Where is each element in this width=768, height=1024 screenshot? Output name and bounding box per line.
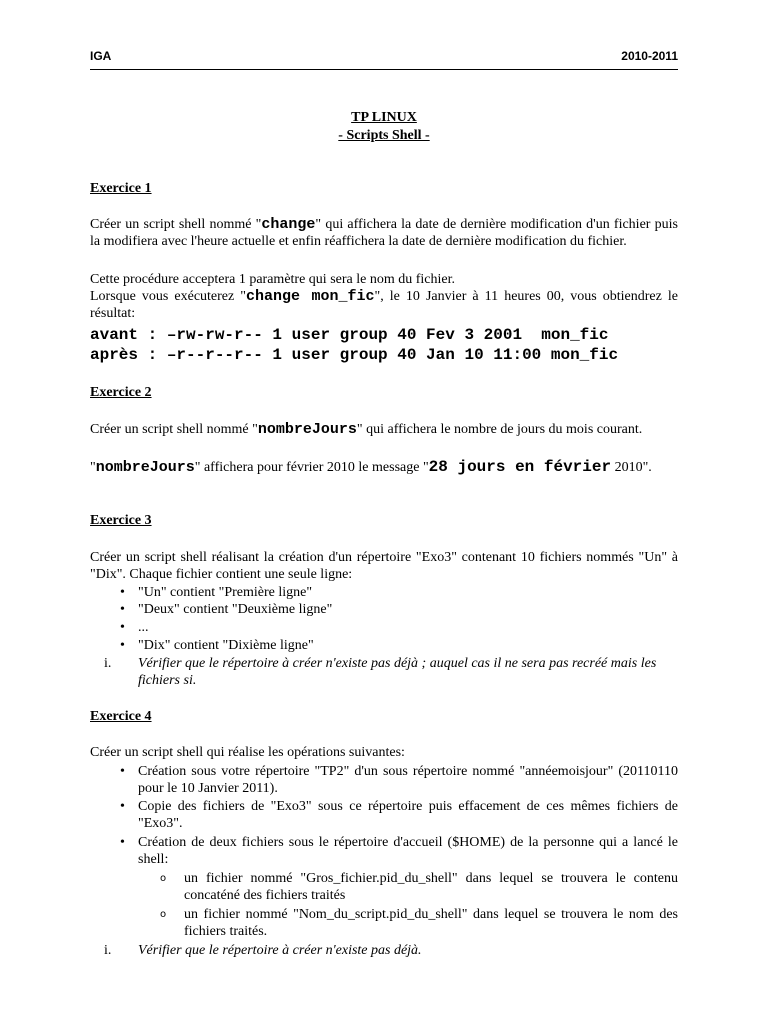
bullet-dot: • <box>120 835 125 850</box>
ex3-bullet-3: ... <box>138 620 149 635</box>
ex3-roman-marker: i. <box>104 656 112 671</box>
ex2-p1-code: nombreJours <box>257 421 357 438</box>
ex2-p2-text-b: " affichera pour février 2010 le message " <box>194 460 429 475</box>
sub-bullet-circle: o <box>160 873 167 884</box>
ex4-sub-bullet-2: un fichier nommé "Nom_du_script.pid_du_shell" dans lequel se trouvera le nom des fichiers traités. <box>184 907 678 939</box>
ex4-note: Vérifier que le répertoire à créer n'existe pas déjà. <box>138 943 422 958</box>
ex4-roman-marker: i. <box>104 943 112 958</box>
sub-bullet-circle: o <box>160 909 167 920</box>
ex1-paragraph-1 <box>90 216 678 250</box>
ex1-paragraph-3 <box>90 288 678 322</box>
ex2-paragraph-1 <box>90 421 678 438</box>
ex2-paragraph-2 <box>90 457 678 478</box>
ex3-bullet-4: "Dix" contient "Dixième ligne" <box>138 638 314 653</box>
page-header <box>90 49 678 70</box>
ex1-code-line-2: après : –r--r--r-- 1 user group 40 Jan 10 11:00 mon_fic <box>90 346 619 364</box>
ex4-heading: Exercice 4 <box>90 709 152 724</box>
ex1-code-line-1: avant : –rw-rw-r-- 1 user group 40 Fev 3 2001 mon_fic <box>90 326 609 344</box>
ex1-p1-code: change <box>261 216 316 233</box>
ex1-p1-text-a: Créer un script shell nommé " <box>90 217 262 232</box>
doc-subtitle: - Scripts Shell - <box>338 128 430 143</box>
header-right: 2010-2011 <box>621 49 678 63</box>
ex2-p2-code-2: 28 jours en février <box>428 458 612 476</box>
ex1-p3-text-a: Lorsque vous exécuterez " <box>90 289 246 304</box>
ex3-heading: Exercice 3 <box>90 513 152 528</box>
ex2-heading: Exercice 2 <box>90 385 152 400</box>
ex4-bullet-1: Création sous votre répertoire "TP2" d'un sous répertoire nommé "annéemoisjour" (20110110 pour le 10 Janvier 2011). <box>138 764 678 796</box>
ex2-p2-text-a: " <box>90 460 96 475</box>
ex1-paragraph-2: Cette procédure acceptera 1 paramètre qui sera le nom du fichier. <box>90 272 455 287</box>
bullet-dot: • <box>120 620 125 635</box>
ex4-bullet-2: Copie des fichiers de "Exo3" sous ce répertoire puis effacement de ces mêmes fichiers de "Exo3". <box>138 799 678 831</box>
bullet-dot: • <box>120 799 125 814</box>
ex3-paragraph-1: Créer un script shell réalisant la création d'un répertoire "Exo3" contenant 10 fichiers nommés "Un" à "Dix". Chaque fichier contient une seule ligne: <box>90 550 678 582</box>
ex4-sub-bullet-1: un fichier nommé "Gros_fichier.pid_du_shell" dans lequel se trouvera le contenu concaténé des fichiers traités <box>184 871 678 903</box>
ex2-p2-code-1: nombreJours <box>95 459 195 476</box>
ex1-p3-text-b: ", le 10 Janvier à 11 heures 00, vous obtiendrez le résultat: <box>90 289 678 321</box>
bullet-dot: • <box>120 602 125 617</box>
bullet-dot: • <box>120 585 125 600</box>
ex4-bullet-3: Création de deux fichiers sous le répertoire d'accueil ($HOME) de la personne qui a lancé le shell: <box>138 835 678 867</box>
ex1-heading: Exercice 1 <box>90 181 152 196</box>
ex3-bullet-2: "Deux" contient "Deuxième ligne" <box>138 602 333 617</box>
ex3-note: Vérifier que le répertoire à créer n'existe pas déjà ; auquel cas il ne sera pas recréé mais les fichiers si. <box>138 656 657 688</box>
bullet-dot: • <box>120 764 125 779</box>
doc-title: TP LINUX <box>351 110 417 125</box>
ex1-p1-text-b: " qui affichera la date de dernière modification d'un fichier puis la modifiera avec l'heure actuelle et enfin réaffichera la date de dernière modification du fichier. <box>90 217 678 249</box>
bullet-dot: • <box>120 638 125 653</box>
ex2-p1-text-a: Créer un script shell nommé " <box>90 422 258 437</box>
ex3-bullet-1: "Un" contient "Première ligne" <box>138 585 313 600</box>
header-left: IGA <box>90 49 112 63</box>
ex2-p1-text-b: " qui affichera le nombre de jours du mois courant. <box>356 422 643 437</box>
ex1-p3-code: change mon_fic <box>245 288 375 305</box>
ex2-p2-text-c: 2010". <box>611 460 652 475</box>
ex4-paragraph-1: Créer un script shell qui réalise les opérations suivantes: <box>90 745 405 760</box>
